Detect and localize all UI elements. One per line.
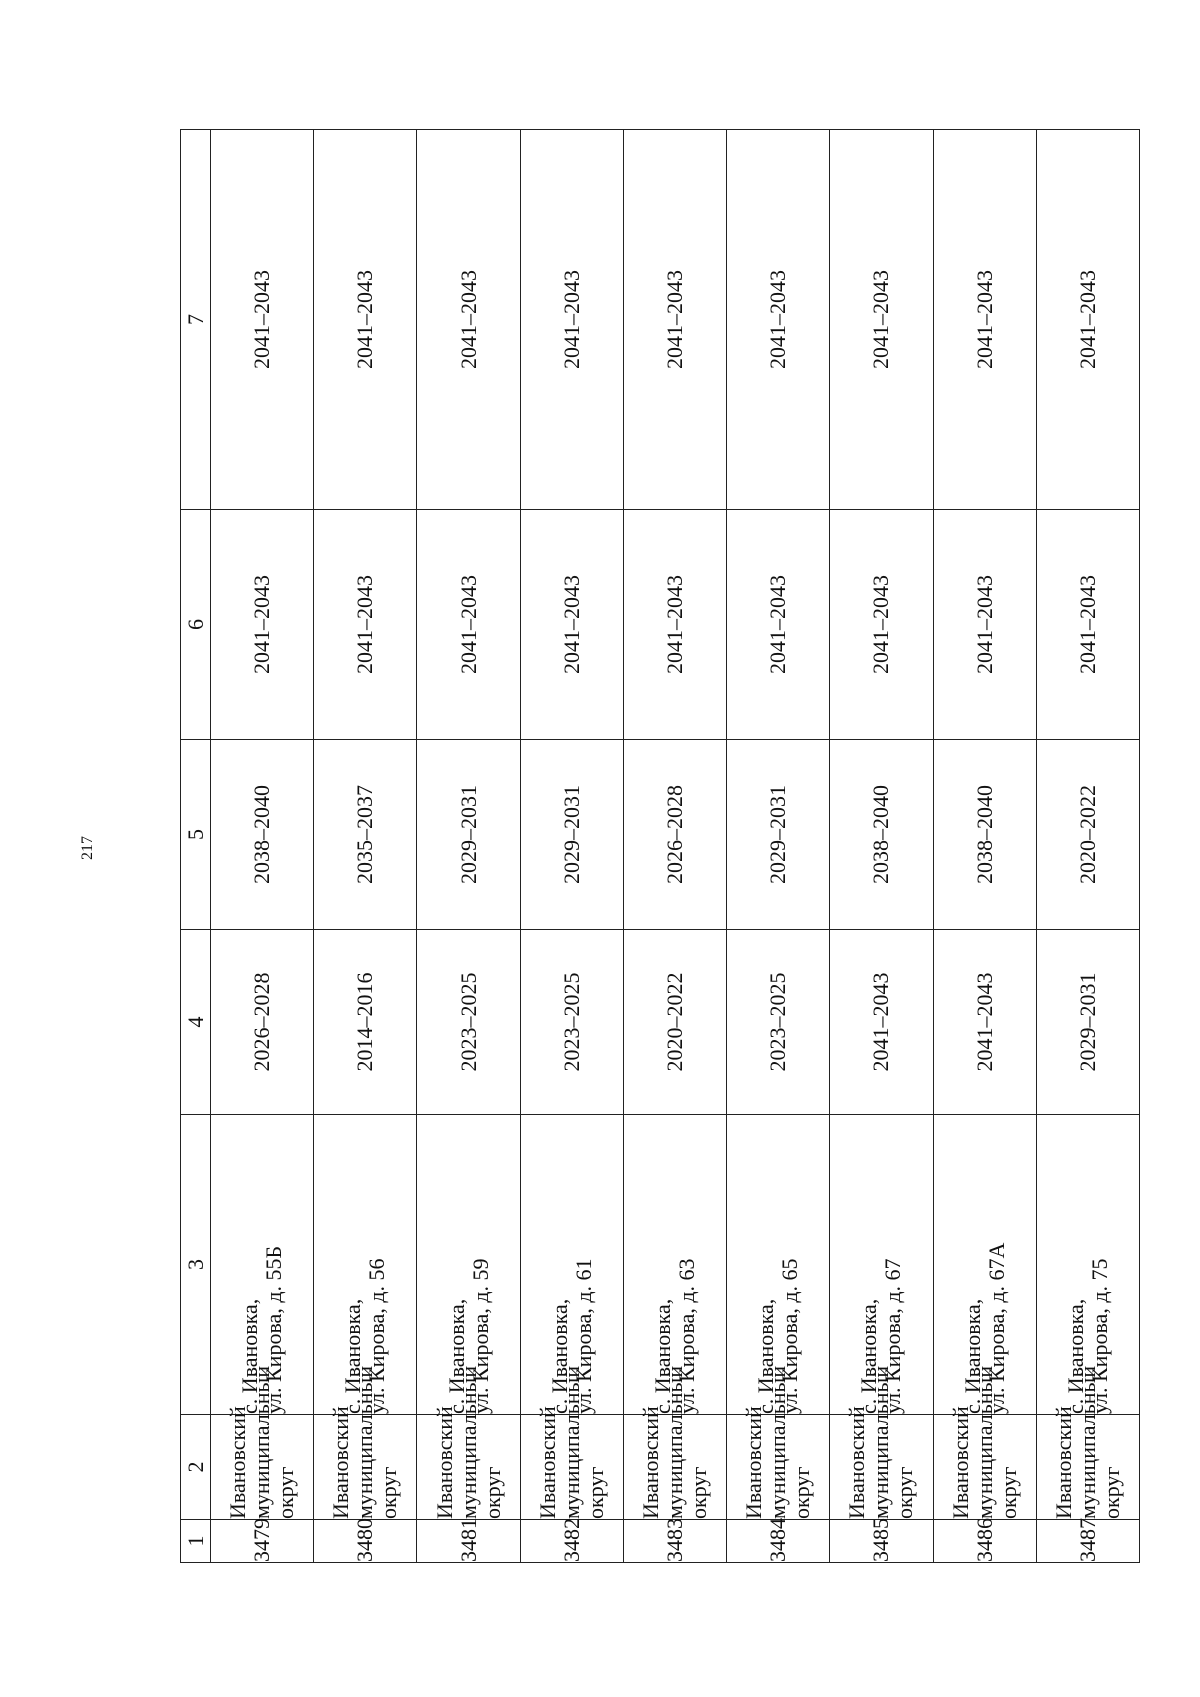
cell-district-line: муниципальный bbox=[558, 1365, 584, 1519]
table-row bbox=[623, 130, 726, 1563]
cell-row-number: 3484 bbox=[727, 1520, 830, 1563]
cell-address bbox=[520, 1115, 623, 1415]
cell-period-7: 2041–2043 bbox=[830, 130, 933, 510]
cell-period-4: 2023–2025 bbox=[520, 930, 623, 1115]
cell-period-4: 2020–2022 bbox=[623, 930, 726, 1115]
cell-period-7: 2041–2043 bbox=[727, 130, 830, 510]
cell-period-5: 2035–2037 bbox=[314, 740, 417, 930]
table-body bbox=[211, 130, 1140, 1563]
cell-period-6: 2041–2043 bbox=[1036, 510, 1139, 740]
cell-address-line: с. Ивановка, bbox=[546, 1298, 572, 1414]
cell-district-line: Ивановский bbox=[844, 1406, 870, 1519]
cell-period-4: 2023–2025 bbox=[417, 930, 520, 1115]
cell-address-line: с. Ивановка, bbox=[340, 1298, 366, 1414]
cell-district bbox=[623, 1365, 726, 1520]
table-row bbox=[933, 130, 1036, 1563]
column-header-5: 5 bbox=[181, 740, 211, 930]
column-header-1: 1 bbox=[181, 1520, 211, 1563]
cell-row-number: 3482 bbox=[520, 1520, 623, 1563]
cell-district-line: округ bbox=[376, 1466, 402, 1519]
cell-district-line: Ивановский bbox=[534, 1406, 560, 1519]
cell-period-5: 2029–2031 bbox=[520, 740, 623, 930]
cell-address-line: ул. Кирова, д. 61 bbox=[570, 1258, 596, 1414]
table-row bbox=[727, 130, 830, 1563]
cell-period-4: 2026–2028 bbox=[211, 930, 314, 1115]
cell-district-line: муниципальный bbox=[661, 1365, 687, 1519]
table-rotated-wrapper bbox=[180, 130, 1140, 1563]
cell-district-line: Ивановский bbox=[1050, 1406, 1076, 1519]
cell-district-line: округ bbox=[479, 1466, 505, 1519]
cell-period-6: 2041–2043 bbox=[211, 510, 314, 740]
cell-period-4: 2041–2043 bbox=[830, 930, 933, 1115]
cell-district bbox=[417, 1365, 520, 1520]
cell-address bbox=[830, 1115, 933, 1415]
cell-address-line: с. Ивановка, bbox=[959, 1298, 985, 1414]
cell-address bbox=[1036, 1115, 1139, 1415]
cell-district-line: Ивановский bbox=[741, 1406, 767, 1519]
page-number: 217 bbox=[79, 836, 96, 860]
cell-period-7: 2041–2043 bbox=[1036, 130, 1139, 510]
cell-district-line: Ивановский bbox=[328, 1406, 354, 1519]
cell-district-line: округ bbox=[789, 1466, 815, 1519]
cell-period-4: 2023–2025 bbox=[727, 930, 830, 1115]
cell-period-7: 2041–2043 bbox=[623, 130, 726, 510]
cell-district-line: Ивановский bbox=[225, 1406, 251, 1519]
cell-period-7: 2041–2043 bbox=[417, 130, 520, 510]
cell-district-line: округ bbox=[1098, 1466, 1124, 1519]
cell-address-line: с. Ивановка, bbox=[443, 1298, 469, 1414]
cell-district bbox=[1036, 1365, 1139, 1520]
cell-address-line: ул. Кирова, д. 56 bbox=[364, 1258, 390, 1414]
cell-district bbox=[211, 1365, 314, 1520]
table-row bbox=[830, 130, 933, 1563]
table-row bbox=[1036, 130, 1139, 1563]
cell-address-line: ул. Кирова, д. 63 bbox=[673, 1258, 699, 1414]
cell-period-6: 2041–2043 bbox=[314, 510, 417, 740]
cell-address bbox=[623, 1115, 726, 1415]
cell-period-6: 2041–2043 bbox=[623, 510, 726, 740]
column-header-6: 6 bbox=[181, 510, 211, 740]
cell-row-number: 3483 bbox=[623, 1520, 726, 1563]
cell-row-number: 3480 bbox=[314, 1520, 417, 1563]
cell-district-line: муниципальный bbox=[455, 1365, 481, 1519]
cell-address-line: ул. Кирова, д. 67 bbox=[880, 1258, 906, 1414]
cell-period-7: 2041–2043 bbox=[933, 130, 1036, 510]
cell-period-4: 2029–2031 bbox=[1036, 930, 1139, 1115]
cell-period-7: 2041–2043 bbox=[211, 130, 314, 510]
cell-period-5: 2029–2031 bbox=[727, 740, 830, 930]
cell-period-5: 2038–2040 bbox=[933, 740, 1036, 930]
table-row bbox=[520, 130, 623, 1563]
cell-period-5: 2020–2022 bbox=[1036, 740, 1139, 930]
column-header-7: 7 bbox=[181, 130, 211, 510]
cell-address-line: ул. Кирова, д. 55Б bbox=[261, 1245, 287, 1414]
cell-district-line: Ивановский bbox=[431, 1406, 457, 1519]
cell-district-line: муниципальный bbox=[249, 1365, 275, 1519]
cell-district bbox=[314, 1365, 417, 1520]
cell-address bbox=[727, 1115, 830, 1415]
cell-address bbox=[314, 1115, 417, 1415]
cell-address-line: ул. Кирова, д. 75 bbox=[1086, 1258, 1112, 1414]
cell-district-line: муниципальный bbox=[765, 1365, 791, 1519]
cell-district-line: округ bbox=[582, 1466, 608, 1519]
cell-row-number: 3485 bbox=[830, 1520, 933, 1563]
cell-district bbox=[520, 1365, 623, 1520]
cell-address-line: ул. Кирова, д. 59 bbox=[467, 1258, 493, 1414]
housing-register-table bbox=[180, 129, 1140, 1563]
cell-address-line: с. Ивановка, bbox=[856, 1298, 882, 1414]
cell-district-line: округ bbox=[685, 1466, 711, 1519]
cell-period-7: 2041–2043 bbox=[520, 130, 623, 510]
cell-period-5: 2038–2040 bbox=[211, 740, 314, 930]
table-row bbox=[314, 130, 417, 1563]
cell-address-line: с. Ивановка, bbox=[753, 1298, 779, 1414]
column-header-4: 4 bbox=[181, 930, 211, 1115]
cell-district-line: округ bbox=[892, 1466, 918, 1519]
cell-period-6: 2041–2043 bbox=[417, 510, 520, 740]
cell-period-7: 2041–2043 bbox=[314, 130, 417, 510]
cell-district-line: округ bbox=[273, 1466, 299, 1519]
cell-district-line: муниципальный bbox=[971, 1365, 997, 1519]
cell-period-5: 2038–2040 bbox=[830, 740, 933, 930]
cell-period-6: 2041–2043 bbox=[727, 510, 830, 740]
cell-period-4: 2014–2016 bbox=[314, 930, 417, 1115]
cell-period-5: 2029–2031 bbox=[417, 740, 520, 930]
cell-row-number: 3487 bbox=[1036, 1520, 1139, 1563]
cell-district-line: муниципальный bbox=[868, 1365, 894, 1519]
cell-row-number: 3481 bbox=[417, 1520, 520, 1563]
column-header-3: 3 bbox=[181, 1115, 211, 1415]
cell-district-line: муниципальный bbox=[1074, 1365, 1100, 1519]
cell-period-5: 2026–2028 bbox=[623, 740, 726, 930]
table-row bbox=[211, 130, 314, 1563]
cell-address-line: ул. Кирова, д. 67А bbox=[983, 1242, 1009, 1414]
cell-period-4: 2041–2043 bbox=[933, 930, 1036, 1115]
cell-district-line: Ивановский bbox=[947, 1406, 973, 1519]
cell-address-line: ул. Кирова, д. 65 bbox=[777, 1258, 803, 1414]
cell-district-line: округ bbox=[995, 1466, 1021, 1519]
cell-period-6: 2041–2043 bbox=[830, 510, 933, 740]
cell-district bbox=[830, 1365, 933, 1520]
table-header-row bbox=[181, 130, 211, 1563]
column-header-2: 2 bbox=[181, 1415, 211, 1520]
cell-district-line: Ивановский bbox=[637, 1406, 663, 1519]
cell-address bbox=[211, 1115, 314, 1415]
table-row bbox=[417, 130, 520, 1563]
cell-district bbox=[727, 1365, 830, 1520]
cell-period-6: 2041–2043 bbox=[520, 510, 623, 740]
cell-address-line: с. Ивановка, bbox=[1062, 1298, 1088, 1414]
cell-district-line: муниципальный bbox=[352, 1365, 378, 1519]
cell-address-line: с. Ивановка, bbox=[237, 1298, 263, 1414]
cell-period-6: 2041–2043 bbox=[933, 510, 1036, 740]
cell-address bbox=[933, 1115, 1036, 1415]
cell-row-number: 3486 bbox=[933, 1520, 1036, 1563]
cell-address-line: с. Ивановка, bbox=[649, 1298, 675, 1414]
cell-district bbox=[933, 1365, 1036, 1520]
cell-row-number: 3479 bbox=[211, 1520, 314, 1563]
cell-address bbox=[417, 1115, 520, 1415]
